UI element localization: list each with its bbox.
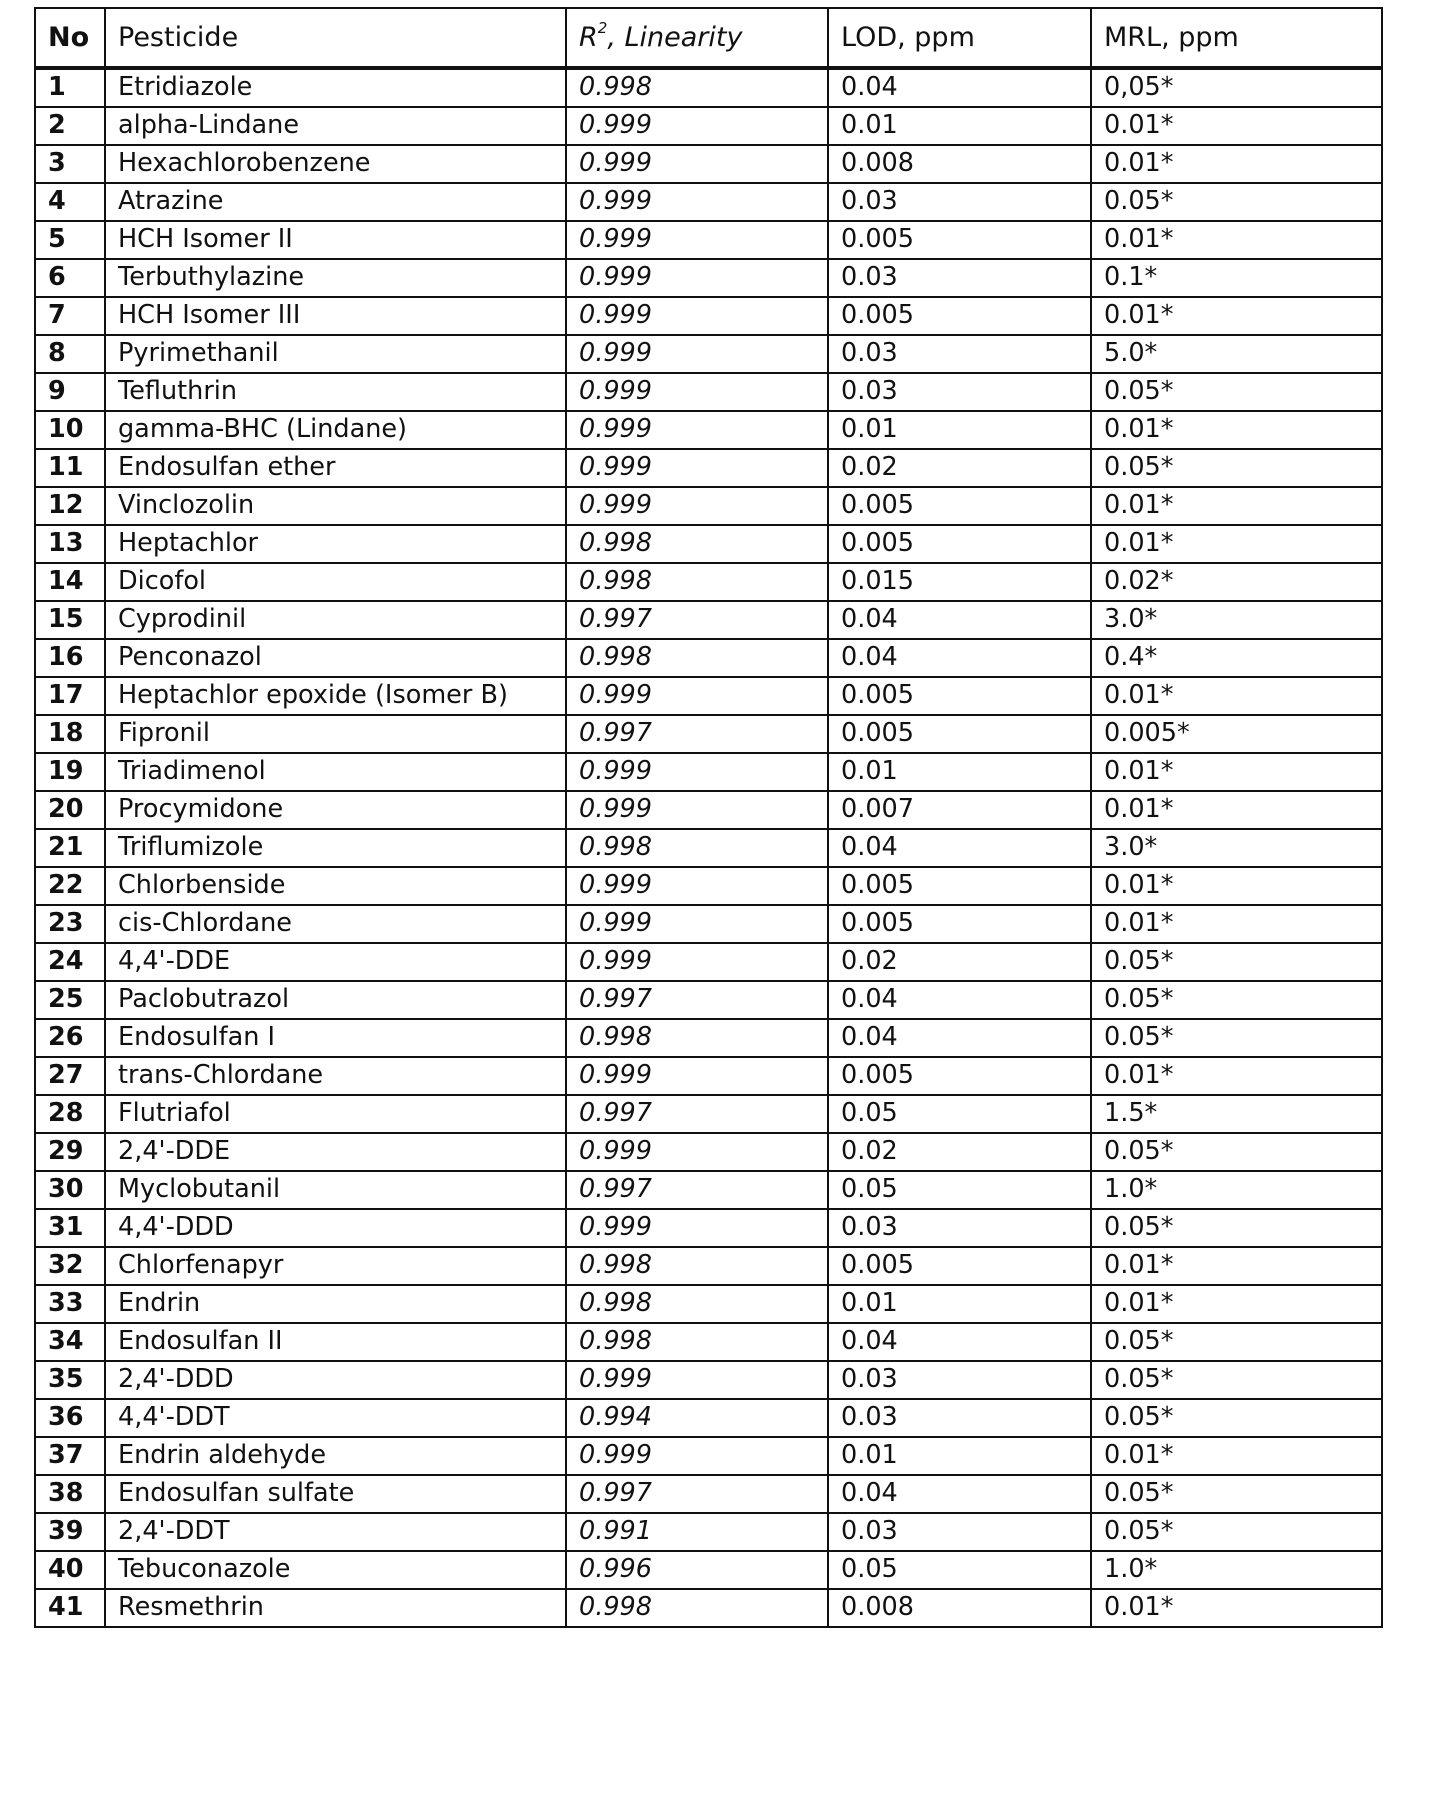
cell-pesticide: Paclobutrazol — [105, 981, 566, 1019]
cell-pesticide: Dicofol — [105, 563, 566, 601]
cell-no: 39 — [35, 1513, 105, 1551]
cell-no: 26 — [35, 1019, 105, 1057]
cell-pesticide: cis-Chlordane — [105, 905, 566, 943]
cell-no: 16 — [35, 639, 105, 677]
cell-r2-linearity: 0.999 — [566, 183, 828, 221]
cell-lod: 0.01 — [828, 1285, 1091, 1323]
cell-pesticide: Endosulfan ether — [105, 449, 566, 487]
cell-pesticide: 2,4'-DDT — [105, 1513, 566, 1551]
table-row — [35, 107, 1382, 145]
cell-no: 5 — [35, 221, 105, 259]
table-row — [35, 335, 1382, 373]
cell-mrl: 0.05* — [1091, 1399, 1382, 1437]
cell-r2-linearity: 0.999 — [566, 297, 828, 335]
cell-r2-linearity: 0.997 — [566, 601, 828, 639]
table-row — [35, 1285, 1382, 1323]
table-row — [35, 1513, 1382, 1551]
cell-mrl: 0.1* — [1091, 259, 1382, 297]
table-row — [35, 639, 1382, 677]
cell-lod: 0.04 — [828, 981, 1091, 1019]
header-no: No — [35, 8, 105, 68]
cell-mrl: 1.0* — [1091, 1171, 1382, 1209]
cell-mrl: 0.005* — [1091, 715, 1382, 753]
cell-mrl: 0.01* — [1091, 1437, 1382, 1475]
cell-lod: 0.05 — [828, 1171, 1091, 1209]
cell-pesticide: Endosulfan sulfate — [105, 1475, 566, 1513]
cell-mrl: 0.05* — [1091, 373, 1382, 411]
cell-mrl: 0.05* — [1091, 1361, 1382, 1399]
cell-lod: 0.03 — [828, 373, 1091, 411]
table-row — [35, 601, 1382, 639]
cell-mrl: 0.05* — [1091, 449, 1382, 487]
cell-no: 38 — [35, 1475, 105, 1513]
cell-mrl: 0.01* — [1091, 1057, 1382, 1095]
cell-mrl: 0.01* — [1091, 525, 1382, 563]
table-row — [35, 183, 1382, 221]
cell-pesticide: Endosulfan II — [105, 1323, 566, 1361]
cell-r2-linearity: 0.999 — [566, 867, 828, 905]
cell-mrl: 0.05* — [1091, 1209, 1382, 1247]
cell-mrl: 0.05* — [1091, 981, 1382, 1019]
cell-mrl: 0.05* — [1091, 943, 1382, 981]
cell-mrl: 0.4* — [1091, 639, 1382, 677]
cell-lod: 0.03 — [828, 183, 1091, 221]
cell-lod: 0.03 — [828, 1209, 1091, 1247]
table-row — [35, 1095, 1382, 1133]
cell-lod: 0.01 — [828, 1437, 1091, 1475]
table-row — [35, 1057, 1382, 1095]
table-row — [35, 753, 1382, 791]
cell-lod: 0.005 — [828, 221, 1091, 259]
cell-no: 12 — [35, 487, 105, 525]
cell-pesticide: Chlorbenside — [105, 867, 566, 905]
cell-r2-linearity: 0.994 — [566, 1399, 828, 1437]
cell-mrl: 0.05* — [1091, 1133, 1382, 1171]
cell-pesticide: HCH Isomer II — [105, 221, 566, 259]
cell-r2-linearity: 0.999 — [566, 145, 828, 183]
cell-lod: 0.04 — [828, 1323, 1091, 1361]
header-lod: LOD, ppm — [828, 8, 1091, 68]
cell-r2-linearity: 0.999 — [566, 259, 828, 297]
cell-r2-linearity: 0.998 — [566, 1323, 828, 1361]
table-row — [35, 1133, 1382, 1171]
table-row — [35, 791, 1382, 829]
cell-pesticide: alpha-Lindane — [105, 107, 566, 145]
cell-lod: 0.005 — [828, 487, 1091, 525]
cell-no: 14 — [35, 563, 105, 601]
cell-r2-linearity: 0.999 — [566, 411, 828, 449]
cell-r2-linearity: 0.998 — [566, 1019, 828, 1057]
cell-no: 27 — [35, 1057, 105, 1095]
cell-mrl: 0.05* — [1091, 1019, 1382, 1057]
cell-pesticide: gamma-BHC (Lindane) — [105, 411, 566, 449]
cell-no: 11 — [35, 449, 105, 487]
cell-lod: 0.04 — [828, 639, 1091, 677]
cell-lod: 0.005 — [828, 715, 1091, 753]
cell-no: 2 — [35, 107, 105, 145]
table-row — [35, 297, 1382, 335]
cell-no: 33 — [35, 1285, 105, 1323]
cell-pesticide: 2,4'-DDE — [105, 1133, 566, 1171]
cell-no: 36 — [35, 1399, 105, 1437]
cell-mrl: 0.01* — [1091, 791, 1382, 829]
cell-lod: 0.02 — [828, 1133, 1091, 1171]
cell-no: 8 — [35, 335, 105, 373]
cell-lod: 0.04 — [828, 829, 1091, 867]
cell-mrl: 1.0* — [1091, 1551, 1382, 1589]
table-row — [35, 259, 1382, 297]
cell-mrl: 0.01* — [1091, 1247, 1382, 1285]
cell-no: 3 — [35, 145, 105, 183]
cell-lod: 0.005 — [828, 297, 1091, 335]
cell-no: 24 — [35, 943, 105, 981]
cell-pesticide: Pyrimethanil — [105, 335, 566, 373]
cell-lod: 0.02 — [828, 449, 1091, 487]
table-row — [35, 677, 1382, 715]
cell-r2-linearity: 0.999 — [566, 1209, 828, 1247]
cell-r2-linearity: 0.999 — [566, 753, 828, 791]
cell-mrl: 0.01* — [1091, 677, 1382, 715]
cell-pesticide: Terbuthylazine — [105, 259, 566, 297]
cell-mrl: 0.05* — [1091, 1475, 1382, 1513]
cell-r2-linearity: 0.997 — [566, 715, 828, 753]
cell-pesticide: 4,4'-DDT — [105, 1399, 566, 1437]
cell-no: 31 — [35, 1209, 105, 1247]
cell-r2-linearity: 0.999 — [566, 1361, 828, 1399]
cell-no: 41 — [35, 1589, 105, 1627]
table-row — [35, 373, 1382, 411]
cell-mrl: 0.01* — [1091, 297, 1382, 335]
cell-no: 21 — [35, 829, 105, 867]
cell-pesticide: Tebuconazole — [105, 1551, 566, 1589]
cell-no: 10 — [35, 411, 105, 449]
cell-lod: 0.03 — [828, 1399, 1091, 1437]
cell-pesticide: Fipronil — [105, 715, 566, 753]
header-r2-linearity-label: , Linearity — [607, 22, 743, 53]
cell-no: 20 — [35, 791, 105, 829]
table-row — [35, 411, 1382, 449]
table-row — [35, 449, 1382, 487]
table-row — [35, 1589, 1382, 1627]
cell-r2-linearity: 0.996 — [566, 1551, 828, 1589]
cell-no: 1 — [35, 68, 105, 107]
cell-mrl: 0.01* — [1091, 905, 1382, 943]
header-pesticide: Pesticide — [105, 8, 566, 68]
cell-r2-linearity: 0.999 — [566, 487, 828, 525]
cell-mrl: 0.01* — [1091, 753, 1382, 791]
cell-no: 7 — [35, 297, 105, 335]
cell-pesticide: Cyprodinil — [105, 601, 566, 639]
cell-lod: 0.005 — [828, 867, 1091, 905]
cell-no: 37 — [35, 1437, 105, 1475]
table-row — [35, 1323, 1382, 1361]
cell-r2-linearity: 0.998 — [566, 563, 828, 601]
cell-pesticide: Endosulfan I — [105, 1019, 566, 1057]
cell-pesticide: Vinclozolin — [105, 487, 566, 525]
cell-lod: 0.04 — [828, 1475, 1091, 1513]
cell-pesticide: Heptachlor — [105, 525, 566, 563]
cell-no: 6 — [35, 259, 105, 297]
cell-lod: 0.03 — [828, 1361, 1091, 1399]
cell-pesticide: Etridiazole — [105, 68, 566, 107]
cell-r2-linearity: 0.999 — [566, 221, 828, 259]
cell-r2-linearity: 0.998 — [566, 829, 828, 867]
cell-r2-linearity: 0.999 — [566, 905, 828, 943]
cell-pesticide: Triflumizole — [105, 829, 566, 867]
table-row — [35, 867, 1382, 905]
table-row — [35, 145, 1382, 183]
table-row — [35, 1019, 1382, 1057]
cell-pesticide: Myclobutanil — [105, 1171, 566, 1209]
cell-r2-linearity: 0.998 — [566, 1589, 828, 1627]
cell-no: 23 — [35, 905, 105, 943]
cell-r2-linearity: 0.998 — [566, 68, 828, 107]
cell-r2-linearity: 0.999 — [566, 335, 828, 373]
cell-pesticide: Heptachlor epoxide (Isomer B) — [105, 677, 566, 715]
table-row — [35, 1209, 1382, 1247]
cell-r2-linearity: 0.997 — [566, 1475, 828, 1513]
cell-r2-linearity: 0.999 — [566, 449, 828, 487]
table-row — [35, 981, 1382, 1019]
cell-lod: 0.007 — [828, 791, 1091, 829]
cell-no: 34 — [35, 1323, 105, 1361]
cell-pesticide: Flutriafol — [105, 1095, 566, 1133]
table-row — [35, 1399, 1382, 1437]
header-row — [35, 8, 1382, 68]
cell-r2-linearity: 0.991 — [566, 1513, 828, 1551]
cell-no: 30 — [35, 1171, 105, 1209]
cell-r2-linearity: 0.999 — [566, 373, 828, 411]
cell-pesticide: 4,4'-DDD — [105, 1209, 566, 1247]
cell-pesticide: Procymidone — [105, 791, 566, 829]
cell-mrl: 0.05* — [1091, 1513, 1382, 1551]
cell-mrl: 0,05* — [1091, 68, 1382, 107]
cell-pesticide: Endrin — [105, 1285, 566, 1323]
table-row — [35, 905, 1382, 943]
cell-lod: 0.005 — [828, 677, 1091, 715]
cell-lod: 0.01 — [828, 411, 1091, 449]
cell-mrl: 0.01* — [1091, 107, 1382, 145]
cell-pesticide: Penconazol — [105, 639, 566, 677]
cell-no: 17 — [35, 677, 105, 715]
table-row — [35, 1247, 1382, 1285]
cell-r2-linearity: 0.997 — [566, 1171, 828, 1209]
cell-mrl: 3.0* — [1091, 829, 1382, 867]
cell-lod: 0.02 — [828, 943, 1091, 981]
cell-lod: 0.005 — [828, 1247, 1091, 1285]
cell-no: 4 — [35, 183, 105, 221]
cell-lod: 0.005 — [828, 525, 1091, 563]
table-row — [35, 68, 1382, 107]
cell-mrl: 0.01* — [1091, 487, 1382, 525]
cell-no: 22 — [35, 867, 105, 905]
cell-pesticide: HCH Isomer III — [105, 297, 566, 335]
cell-lod: 0.05 — [828, 1095, 1091, 1133]
cell-mrl: 0.05* — [1091, 1323, 1382, 1361]
cell-no: 9 — [35, 373, 105, 411]
cell-lod: 0.005 — [828, 1057, 1091, 1095]
cell-lod: 0.05 — [828, 1551, 1091, 1589]
cell-r2-linearity: 0.999 — [566, 107, 828, 145]
cell-lod: 0.03 — [828, 259, 1091, 297]
cell-no: 28 — [35, 1095, 105, 1133]
table-header — [35, 8, 1382, 68]
table-body — [35, 68, 1382, 1627]
table-row — [35, 829, 1382, 867]
cell-pesticide: Chlorfenapyr — [105, 1247, 566, 1285]
cell-pesticide: Endrin aldehyde — [105, 1437, 566, 1475]
cell-r2-linearity: 0.999 — [566, 1437, 828, 1475]
cell-r2-linearity: 0.998 — [566, 1247, 828, 1285]
cell-no: 29 — [35, 1133, 105, 1171]
cell-r2-linearity: 0.997 — [566, 981, 828, 1019]
cell-no: 18 — [35, 715, 105, 753]
cell-mrl: 0.01* — [1091, 1589, 1382, 1627]
cell-pesticide: trans-Chlordane — [105, 1057, 566, 1095]
cell-pesticide: 4,4'-DDE — [105, 943, 566, 981]
cell-lod: 0.04 — [828, 601, 1091, 639]
table-row — [35, 943, 1382, 981]
cell-r2-linearity: 0.998 — [566, 639, 828, 677]
table-row — [35, 525, 1382, 563]
cell-pesticide: Resmethrin — [105, 1589, 566, 1627]
cell-pesticide: 2,4'-DDD — [105, 1361, 566, 1399]
table-row — [35, 1361, 1382, 1399]
cell-lod: 0.04 — [828, 68, 1091, 107]
cell-mrl: 0.01* — [1091, 867, 1382, 905]
cell-lod: 0.008 — [828, 1589, 1091, 1627]
cell-r2-linearity: 0.997 — [566, 1095, 828, 1133]
cell-pesticide: Atrazine — [105, 183, 566, 221]
cell-lod: 0.03 — [828, 335, 1091, 373]
table-row — [35, 1551, 1382, 1589]
cell-mrl: 0.01* — [1091, 1285, 1382, 1323]
cell-r2-linearity: 0.999 — [566, 943, 828, 981]
table-row — [35, 1437, 1382, 1475]
cell-no: 25 — [35, 981, 105, 1019]
cell-no: 35 — [35, 1361, 105, 1399]
table-row — [35, 715, 1382, 753]
cell-r2-linearity: 0.998 — [566, 525, 828, 563]
cell-lod: 0.03 — [828, 1513, 1091, 1551]
cell-mrl: 1.5* — [1091, 1095, 1382, 1133]
cell-lod: 0.01 — [828, 107, 1091, 145]
cell-lod: 0.04 — [828, 1019, 1091, 1057]
table-row — [35, 1475, 1382, 1513]
cell-no: 40 — [35, 1551, 105, 1589]
cell-no: 15 — [35, 601, 105, 639]
cell-pesticide: Hexachlorobenzene — [105, 145, 566, 183]
cell-lod: 0.01 — [828, 753, 1091, 791]
cell-r2-linearity: 0.999 — [566, 1057, 828, 1095]
cell-mrl: 5.0* — [1091, 335, 1382, 373]
table-row — [35, 563, 1382, 601]
cell-mrl: 0.01* — [1091, 145, 1382, 183]
cell-mrl: 0.02* — [1091, 563, 1382, 601]
table-row — [35, 221, 1382, 259]
cell-lod: 0.015 — [828, 563, 1091, 601]
table-row — [35, 1171, 1382, 1209]
cell-r2-linearity: 0.998 — [566, 1285, 828, 1323]
cell-no: 32 — [35, 1247, 105, 1285]
cell-pesticide: Tefluthrin — [105, 373, 566, 411]
header-r2-linearity — [566, 8, 828, 68]
cell-mrl: 0.01* — [1091, 221, 1382, 259]
cell-lod: 0.005 — [828, 905, 1091, 943]
cell-r2-linearity: 0.999 — [566, 677, 828, 715]
cell-mrl: 3.0* — [1091, 601, 1382, 639]
header-r2-superscript: 2 — [597, 19, 608, 37]
cell-lod: 0.008 — [828, 145, 1091, 183]
header-mrl: MRL, ppm — [1091, 8, 1382, 68]
cell-mrl: 0.05* — [1091, 183, 1382, 221]
pesticide-table — [34, 7, 1383, 1628]
cell-no: 13 — [35, 525, 105, 563]
header-r2-letter: R — [579, 22, 598, 53]
cell-mrl: 0.01* — [1091, 411, 1382, 449]
cell-pesticide: Triadimenol — [105, 753, 566, 791]
cell-r2-linearity: 0.999 — [566, 1133, 828, 1171]
cell-r2-linearity: 0.999 — [566, 791, 828, 829]
table-row — [35, 487, 1382, 525]
cell-no: 19 — [35, 753, 105, 791]
